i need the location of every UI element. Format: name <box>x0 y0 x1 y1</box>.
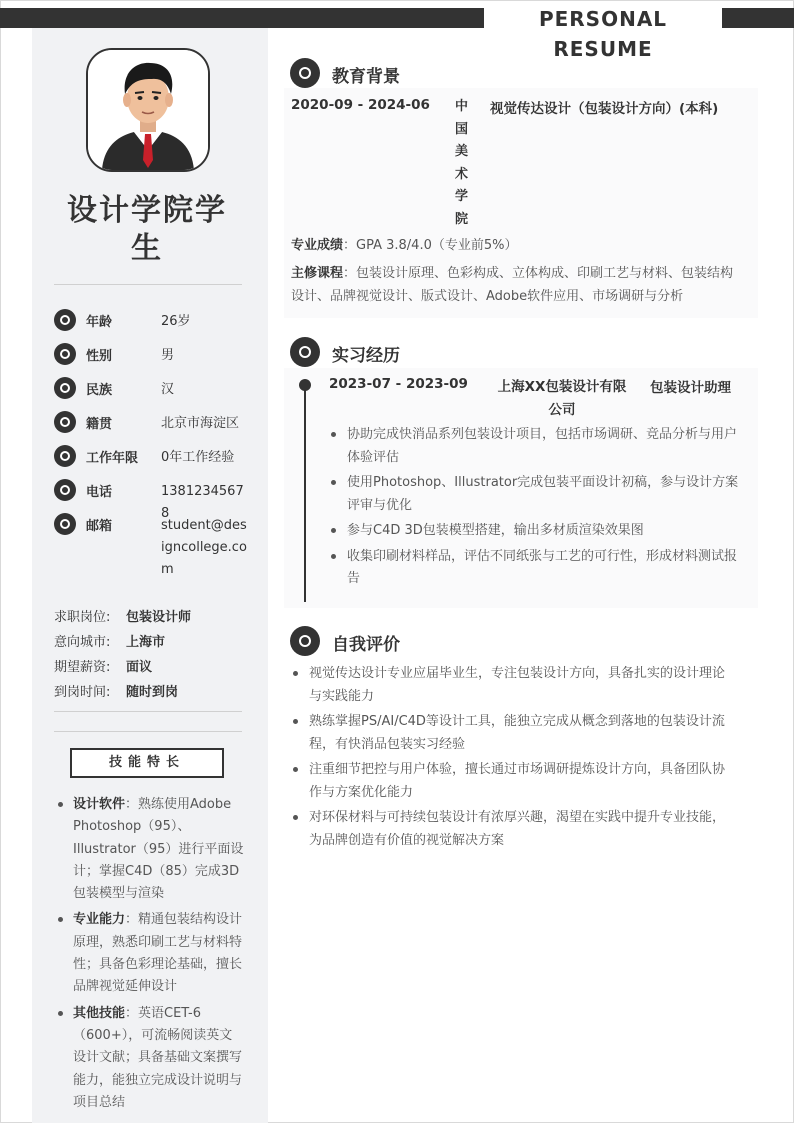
avatar-illustration <box>88 50 208 170</box>
skill-text: ：英语CET-6（600+），可流畅阅读英文设计文献；具备基础文案撰写能力，能独立完成设计说明与项目总结 <box>73 1005 243 1110</box>
divider <box>54 711 242 712</box>
skill-list <box>54 794 244 1118</box>
job-label: 到岗时间: <box>54 685 111 700</box>
job-row-availability <box>54 681 178 700</box>
self-eval-list <box>291 663 731 855</box>
job-label: 期望薪资: <box>54 660 111 675</box>
divider <box>54 731 242 732</box>
list-item: 视觉传达设计专业应届毕业生，专注包装设计方向，具备扎实的设计理论与实践能力 <box>291 663 731 708</box>
info-value: 北京市海淀区 <box>161 416 240 431</box>
bullet-icon <box>54 343 76 365</box>
internship-company: 上海XX包装设计有限公司 <box>497 379 627 418</box>
list-item: 协助完成快消品系列包装设计项目，包括市场调研、竞品分析与用户体验评估 <box>329 424 739 469</box>
skill-text: ：熟练使用Adobe Photoshop（95）、Illustrator（95）进行平面设计；掌握C4D（85）完成3D包装模型与渲染 <box>73 797 244 902</box>
timeline-line <box>304 382 306 602</box>
job-row-city <box>54 631 165 650</box>
section-bullet-icon <box>290 58 320 88</box>
job-value: 上海市 <box>126 635 166 650</box>
education-courses <box>291 262 741 308</box>
skill-item <box>54 909 244 998</box>
list-item: 使用Photoshop、Illustrator完成包装平面设计初稿，参与设计方案评审与优化 <box>329 472 739 517</box>
info-label: 民族 <box>86 383 113 398</box>
gpa-value: ：GPA 3.8/4.0（专业前5%） <box>343 238 518 253</box>
info-value: 0年工作经验 <box>161 450 235 465</box>
job-value: 包装设计师 <box>126 610 192 625</box>
info-label: 年龄 <box>86 315 113 330</box>
education-school: 中国美术学院 <box>455 99 469 227</box>
resume-title: PERSONAL RESUME <box>538 7 668 61</box>
internship-duties <box>329 424 739 594</box>
section-bullet-icon <box>290 337 320 367</box>
skill-title: 专业能力 <box>73 912 126 928</box>
skill-text: ：精通包装结构设计原理，熟悉印刷工艺与材料特性；具备色彩理论基础，擅长品牌视觉延伸设计 <box>73 912 243 995</box>
skill-item <box>54 1003 244 1114</box>
section-bullet-icon <box>290 626 320 656</box>
skill-title: 设计软件 <box>73 797 126 812</box>
education-major: 视觉传达设计（包装设计方向）(本科) <box>490 101 719 117</box>
gpa-label: 专业成绩 <box>291 238 344 253</box>
info-value: 汉 <box>161 382 175 397</box>
bullet-icon <box>54 479 76 501</box>
info-value: 26岁 <box>161 314 191 329</box>
bullet-icon <box>54 513 76 535</box>
job-row-salary <box>54 656 152 675</box>
job-label: 意向城市: <box>54 635 111 650</box>
job-value: 随时到岗 <box>126 685 179 700</box>
education-date: 2020-09 - 2024-06 <box>291 97 430 113</box>
skills-heading: 技能特长 <box>70 748 224 778</box>
info-label: 电话 <box>86 485 113 500</box>
courses-label: 主修课程 <box>291 266 344 281</box>
skill-title: 其他技能 <box>73 1005 126 1021</box>
section-title: 实习经历 <box>332 346 400 366</box>
list-item: 熟练掌握PS/AI/C4D等设计工具，能独立完成从概念到落地的包装设计流程，有快消品包装实习经验 <box>291 711 731 756</box>
education-gpa <box>291 234 741 257</box>
info-value: 男 <box>161 348 175 363</box>
courses-value: ：包装设计原理、色彩构成、立体构成、印刷工艺与材料、包装结构设计、品牌视觉设计、版式设计、Adobe软件应用、市场调研与分析 <box>291 266 734 304</box>
info-label: 籍贯 <box>86 417 113 432</box>
header-bar-right <box>722 8 794 28</box>
internship-date: 2023-07 - 2023-09 <box>329 376 468 392</box>
list-item: 注重细节把控与用户体验，擅长通过市场调研提炼设计方向，具备团队协作与方案优化能力 <box>291 759 731 804</box>
info-value[interactable]: 13812345678 <box>161 484 244 521</box>
header-bar-left <box>0 8 484 28</box>
timeline-dot-icon <box>299 379 311 391</box>
list-item: 收集印刷材料样品，评估不同纸张与工艺的可行性，形成材料测试报告 <box>329 546 739 591</box>
info-label: 性别 <box>86 349 113 364</box>
skill-item <box>54 794 244 905</box>
section-title: 自我评价 <box>332 635 400 655</box>
bullet-icon <box>54 309 76 331</box>
bullet-icon <box>54 411 76 433</box>
info-value[interactable]: student@designcollege.com <box>161 518 247 577</box>
avatar <box>86 48 210 172</box>
list-item: 参与C4D 3D包装模型搭建，输出多材质渲染效果图 <box>329 520 739 543</box>
section-title: 教育背景 <box>332 67 400 87</box>
internship-role: 包装设计助理 <box>650 380 731 396</box>
bullet-icon <box>54 445 76 467</box>
divider <box>54 284 242 285</box>
info-label: 工作年限 <box>86 451 139 466</box>
job-row-position <box>54 606 191 625</box>
info-label: 邮箱 <box>86 519 113 534</box>
candidate-name: 设计学院学生 <box>67 193 227 266</box>
bullet-icon <box>54 377 76 399</box>
list-item: 对环保材料与可持续包装设计有浓厚兴趣，渴望在实践中提升专业技能，为品牌创造有价值的视觉解决方案 <box>291 807 731 852</box>
job-label: 求职岗位: <box>54 610 111 625</box>
job-value: 面议 <box>126 660 153 675</box>
